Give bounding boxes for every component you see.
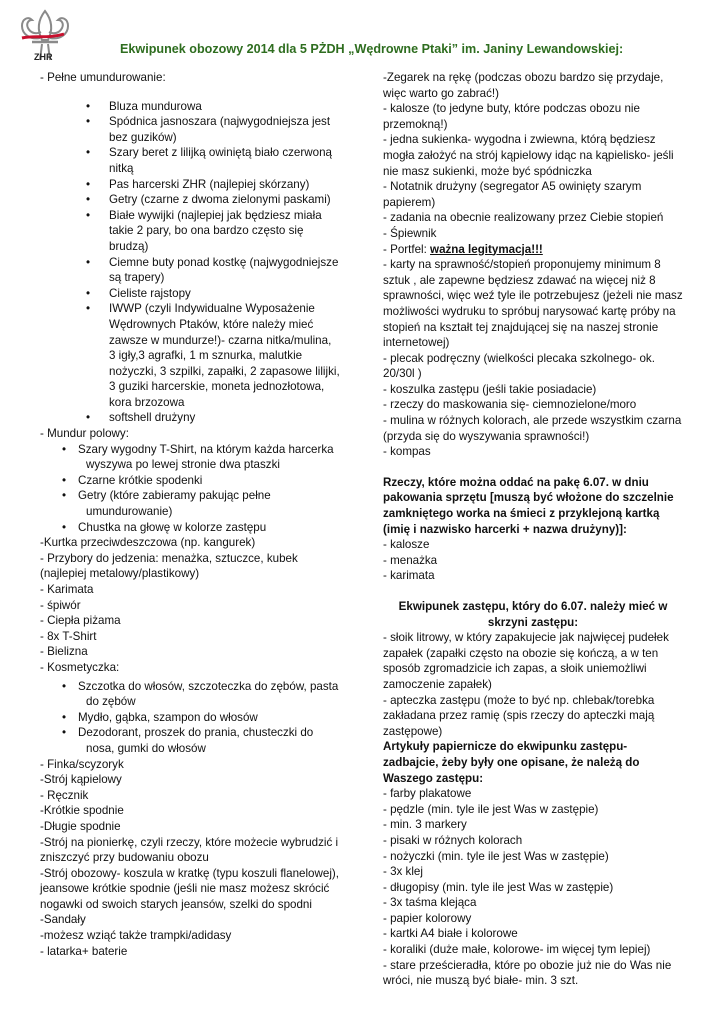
list-line: -Długie spodnie <box>40 819 121 833</box>
wallet-prefix: - Portfel: <box>383 242 431 256</box>
list-item: • Cieliste rajstopy <box>40 286 340 302</box>
list-line: -Kurtka przeciwdeszczowa (np. kangurek) <box>40 536 256 550</box>
patrol-heading: Ekwipunek zastępu, który do 6.07. należy mieć w skrzyni zastępu: <box>398 600 668 629</box>
list-line: - papier kolorowy <box>383 911 472 925</box>
list-line: -możesz wziąć także trampki/adidasy <box>40 929 232 943</box>
list-item: • IWWP (czyli Indywidualne Wyposażenie Wędrownych Ptaków, które należy mieć zawsze w mundurze!)- czarna nitka/mulina, 3 igły,3 agrafki, 1 m sznurka, malutkie nożyczki, 3 szpilki, zapałki, 2 zapasowe lilijki, 3 guziki harcerskie, moneta jednozłotowa, kora brzozowa <box>40 301 340 410</box>
list-line: - kalosze (to jedyne buty, które podczas obozu nie przemokną!) <box>383 102 640 131</box>
list-line: - nożyczki (min. tyle ile jest Was w zastępie) <box>383 849 609 863</box>
list-line: - Ręcznik <box>40 788 89 802</box>
list-line: - 8x T-Shirt <box>40 629 97 643</box>
list-item: • Getry (które zabieramy pakując pełne umundurowanie) <box>40 488 340 519</box>
list-line: -Strój kąpielowy <box>40 773 122 787</box>
list-item: • Getry (czarne z dwoma zielonymi paskami) <box>40 192 340 208</box>
list-line: - pisaki w różnych kolorach <box>383 833 523 847</box>
list-line: - min. 3 markery <box>383 818 467 832</box>
list-item: • softshell drużyny <box>40 410 340 426</box>
list-line: - Karimata <box>40 583 94 596</box>
list-line: -Sandały <box>40 913 86 927</box>
list-line: - menażka <box>383 553 438 567</box>
list-line: - kompas <box>383 445 431 459</box>
list-item: • Dezodorant, proszek do prania, chusteczki do nosa, gumki do włosów <box>40 725 340 756</box>
left-column <box>40 70 340 959</box>
list-line: - karty na sprawność/stopień proponujemy minimum 8 sztuk , ale zapewne będziesz zdawać na więcej niż 8 sprawności, więc weź tyle ile potrzebujesz (jeżeli nie masz możliwości wydruku to spróbuj narysować kartę próby na stopień na kształt tej znajdującej się na naszej stronie internetowej) <box>383 258 683 350</box>
list-line: -Strój na pionierkę, czyli rzeczy, które możecie wybrudzić i zniszczyć przy budowaniu obozu <box>40 835 339 865</box>
list-item: • Chustka na głowę w kolorze zastępu <box>40 520 340 536</box>
list-line: - zadania na obecnie realizowany przez Ciebie stopień <box>383 211 664 225</box>
field-uniform-list <box>40 442 340 536</box>
list-item: • Mydło, gąbka, szampon do włosów <box>40 710 340 726</box>
right-column <box>383 70 683 989</box>
list-line: - mulina w różnych kolorach, ale przede wszystkim czarna (przyda się do wyszywania sprawności!) <box>383 414 682 443</box>
list-line: - Notatnik drużyny (segregator A5 owinięty szarym papierem) <box>383 180 642 209</box>
list-line: - długopisy (min. tyle ile jest Was w zastępie) <box>383 880 614 894</box>
uniform-list <box>40 99 340 426</box>
list-line: - apteczka zastępu (może to być np. chlebak/torebka zakładana przez ramię (spis rzeczy do apteczki mają zastępowe) <box>383 693 655 738</box>
list-line: - Finka/scyzoryk <box>40 757 124 771</box>
list-line: - 3x taśma klejąca <box>383 896 477 910</box>
list-item: • Szczotka do włosów, szczoteczka do zębów, pasta do zębów <box>40 679 340 710</box>
list-line: - pędzle (min. tyle ile jest Was w zastępie) <box>383 802 599 816</box>
list-item: • Bluza mundurowa <box>40 99 340 115</box>
list-item: • Spódnica jasnoszara (najwygodniejsza jest bez guzików) <box>40 114 340 145</box>
list-line: - kalosze <box>383 538 430 552</box>
uniform-heading: - Pełne umundurowanie: <box>40 71 166 84</box>
list-item: • Szary beret z lilijką owiniętą biało czerwoną nitką <box>40 145 340 176</box>
list-line: -Strój obozowy- koszula w kratkę (typu koszuli flanelowej), jeansowe krótkie spodnie (jeśli nie masz możesz skrócić nogawki od swoich starych jeansów, szelki do spodni <box>40 866 339 911</box>
list-line: - jedna sukienka- wygodna i zwiewna, którą będziesz mogła założyć na strój kąpielowy idąc na kąpielisko- jeśli nie masz sukienki, może być spódniczka <box>383 133 674 178</box>
list-line: -Krótkie spodnie <box>40 804 124 818</box>
list-line: - karimata <box>383 569 435 583</box>
list-line: - koszulka zastępu (jeśli takie posiadacie) <box>383 382 597 396</box>
page-title: Ekwipunek obozowy 2014 dla 5 PŻDH „Wędrowne Ptaki” im. Janiny Lewandowskiej: <box>120 42 624 56</box>
list-line: - śpiwór <box>40 598 81 612</box>
list-item: • Pas harcerski ZHR (najlepiej skórzany) <box>40 177 340 193</box>
list-line: - Ciepła piżama <box>40 614 121 628</box>
list-line: - koraliki (duże małe, kolorowe- im więcej tym lepiej) <box>383 943 651 957</box>
list-line: - farby plakatowe <box>383 787 472 801</box>
list-line: - Przybory do jedzenia: menażka, sztuczce, kubek (najlepiej metalowy/plastikowy) <box>40 551 298 581</box>
paper-heading: Artykuły papiernicze do ekwipunku zastępu- zadbajcie, żeby były one opisane, że należą do Waszego zastępu: <box>383 740 640 785</box>
field-uniform-heading: - Mundur polowy: <box>40 427 129 441</box>
wallet-emphasis: ważna legitymacja!!! <box>430 242 543 256</box>
zhr-lily-logo <box>12 8 78 66</box>
list-line: -Zegarek na rękę (podczas obozu bardzo się przydaje, więc warto go zabrać!) <box>383 71 664 100</box>
list-line: - latarka+ baterie <box>40 944 128 958</box>
list-item: • Szary wygodny T-Shirt, na którym każda harcerka wyszywa po lewej stronie dwa ptaszki <box>40 442 340 473</box>
logo-text: ZHR <box>34 52 53 62</box>
list-item: • Białe wywijki (najlepiej jak będziesz miała takie 2 pary, bo ona bardzo często się brudzą) <box>40 208 340 255</box>
list-line: - słoik litrowy, w który zapakujecie jak najwięcej pudełek zapałek (zapałki często na obozie się kończą, a w ten sposób zgromadzicie ich zapas, a słoik uniemożliwi zamoczenie zapałek) <box>383 631 669 691</box>
list-line: - Bielizna <box>40 645 88 659</box>
pack-heading: Rzeczy, które można oddać na pakę 6.07. w dniu pakowania sprzętu [muszą być włożone do szczelnie zamkniętego worka na śmieci z przyklejoną kartką (imię i nazwisko harcerki + nazwa drużyny)]: <box>383 475 674 536</box>
list-line: - stare prześcieradła, które po obozie już nie do Was nie wróci, nie muszą być białe- min. 3 szt. <box>383 958 672 988</box>
list-line: - kartki A4 białe i kolorowe <box>383 927 518 941</box>
list-line: - plecak podręczny (wielkości plecaka szkolnego- ok. 20/30l ) <box>383 351 655 381</box>
list-line: - Kosmetyczka: <box>40 660 120 674</box>
list-item: • Ciemne buty ponad kostkę (najwygodniejsze są trapery) <box>40 255 340 286</box>
cosmetics-list <box>40 679 340 757</box>
list-line: - rzeczy do maskowania się- ciemnozielone/moro <box>383 398 637 412</box>
wallet-line <box>383 242 683 258</box>
list-line: - Śpiewnik <box>383 226 437 240</box>
list-item: • Czarne krótkie spodenki <box>40 473 340 489</box>
list-line: - 3x klej <box>383 865 423 879</box>
